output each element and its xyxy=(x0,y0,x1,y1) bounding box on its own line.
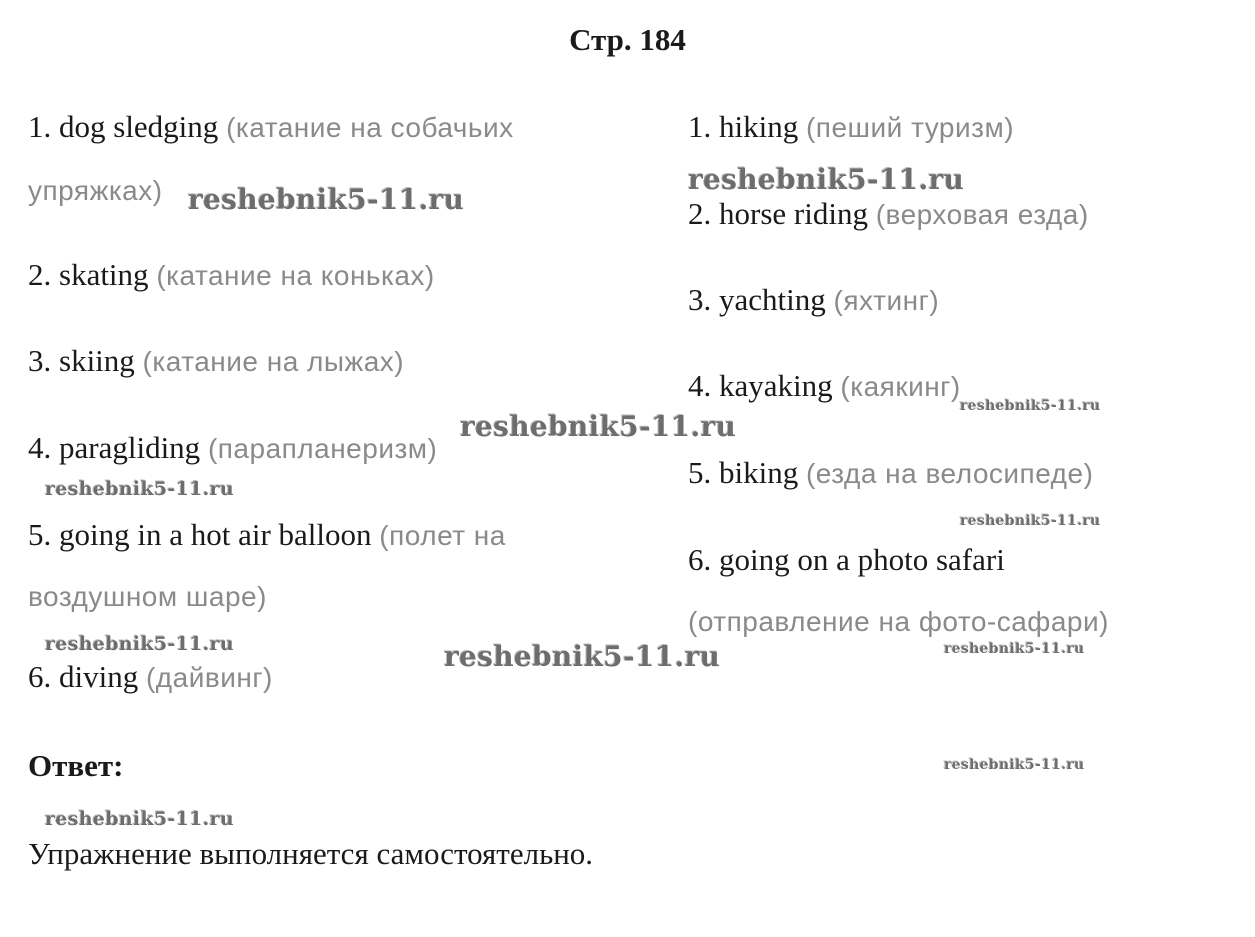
right-item-5 xyxy=(688,456,1093,490)
right-item-6-russian: (отправление на фото-сафари) xyxy=(688,606,1109,637)
watermark: reshebnik5-11.ru xyxy=(944,641,1085,657)
watermark: reshebnik5-11.ru xyxy=(460,410,737,443)
watermark: reshebnik5-11.ru xyxy=(188,183,465,216)
right-item-2-russian: (верховая езда) xyxy=(875,199,1089,230)
right-item-1 xyxy=(688,110,1014,144)
right-item-4-english: 4. kayaking xyxy=(688,368,833,403)
right-item-2 xyxy=(688,197,1089,231)
left-item-2-russian: (катание на коньках) xyxy=(156,260,435,291)
left-item-1-russian: (катание на собачьих xyxy=(226,112,514,143)
right-item-2-english: 2. horse riding xyxy=(688,196,868,231)
left-item-1-russian-cont: упряжках) xyxy=(28,175,163,206)
left-item-3-russian: (катание на лыжах) xyxy=(142,346,405,377)
left-item-3 xyxy=(28,344,404,378)
left-item-5-russian-cont: воздушном шаре) xyxy=(28,581,267,612)
left-item-6-english: 6. diving xyxy=(28,659,139,694)
right-item-6-english: 6. going on a photo safari xyxy=(688,542,1005,577)
left-item-1 xyxy=(28,110,514,144)
right-item-3-english: 3. yachting xyxy=(688,282,826,317)
page-title: Стр. 184 xyxy=(569,22,686,57)
left-item-1-english: 1. dog sledging xyxy=(28,109,219,144)
left-item-4 xyxy=(28,431,437,465)
right-item-4 xyxy=(688,369,961,403)
right-item-4-russian: (каякинг) xyxy=(840,371,961,402)
right-item-3 xyxy=(688,283,939,317)
answer-label: Ответ: xyxy=(28,748,124,783)
right-item-6 xyxy=(688,543,1005,576)
watermark: reshebnik5-11.ru xyxy=(688,163,965,196)
watermark: reshebnik5-11.ru xyxy=(960,398,1101,414)
watermark: reshebnik5-11.ru xyxy=(45,808,234,830)
left-item-3-english: 3. skiing xyxy=(28,343,135,378)
left-item-2 xyxy=(28,258,435,292)
right-item-1-russian: (пеший туризм) xyxy=(805,112,1015,143)
watermark: reshebnik5-11.ru xyxy=(45,478,234,500)
left-item-4-russian: (парапланеризм) xyxy=(207,433,438,464)
left-item-5-russian: (полет на xyxy=(379,520,506,551)
right-item-5-russian: (езда на велосипеде) xyxy=(805,458,1094,489)
watermark: reshebnik5-11.ru xyxy=(960,513,1101,529)
right-item-3-russian: (яхтинг) xyxy=(833,285,940,316)
left-item-4-english: 4. paragliding xyxy=(28,430,201,465)
left-item-5-english: 5. going in a hot air balloon xyxy=(28,517,372,552)
watermark: reshebnik5-11.ru xyxy=(444,640,721,673)
left-item-6 xyxy=(28,660,273,694)
right-item-5-english: 5. biking xyxy=(688,455,799,490)
watermark: reshebnik5-11.ru xyxy=(45,633,234,655)
right-item-1-english: 1. hiking xyxy=(688,109,799,144)
left-item-6-russian: (дайвинг) xyxy=(145,662,273,693)
watermark: reshebnik5-11.ru xyxy=(944,757,1085,773)
answer-text: Упражнение выполняется самостоятельно. xyxy=(28,836,594,871)
left-item-2-english: 2. skating xyxy=(28,257,149,292)
left-item-5 xyxy=(28,518,506,552)
